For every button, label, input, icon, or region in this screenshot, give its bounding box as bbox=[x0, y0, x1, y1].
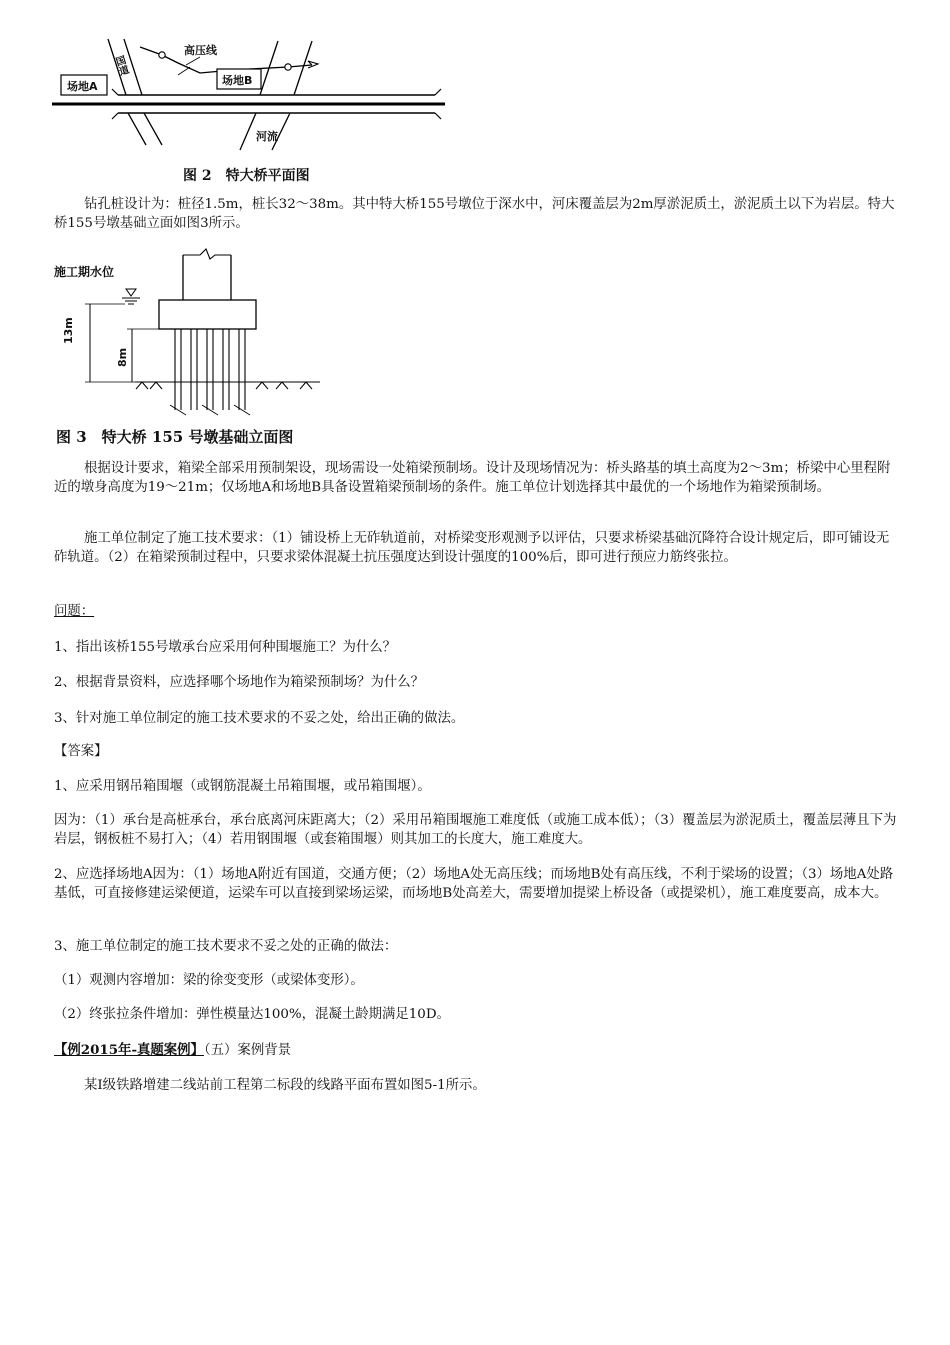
answer-3-item-2: （2）终张拉条件增加：弹性模量达100%，混凝土龄期满足10D。 bbox=[54, 1007, 450, 1022]
answer-heading: 【答案】 bbox=[54, 744, 108, 759]
question-1: 1、指出该桥155号墩承台应采用何种围堰施工？为什么？ bbox=[54, 640, 397, 655]
answer-1-reason: 因为：（1）承台是高桩承台，承台底离河床距离大；（2）采用吊箱围堰施工难度低（或施工成本低）；（3）覆盖层为淤泥质土，覆盖层薄且下为岩层，钢板桩不易打入；（4）若用钢围堰（或套箱围堰）则其加工的长度大，施工难度大。 bbox=[54, 813, 897, 847]
example-tag: 【例2015年-真题案例】 bbox=[54, 1042, 204, 1058]
example-title: （五）案例背景 bbox=[203, 1043, 291, 1058]
site-b-label: 场地B bbox=[222, 74, 253, 87]
site-a-label: 场地A bbox=[67, 80, 98, 93]
paragraph-technical-requirements: 施工单位制定了施工技术要求：（1）铺设桥上无砟轨道前，对桥梁变形观测予以评估，只要求桥梁基础沉降符合设计规定后，即可铺设无砟轨道。（2）在箱梁预制过程中，只要求梁体混凝土抗压强度达到设计强度的100%后，即可进行预应力筋终张拉。 bbox=[54, 531, 890, 565]
road-label: 国道 bbox=[112, 54, 129, 78]
river-label: 河流 bbox=[256, 130, 278, 143]
question-3: 3、针对施工单位制定的施工技术要求的不妥之处，给出正确的做法。 bbox=[54, 711, 465, 726]
figure-2-caption: 图 2 特大桥平面图 bbox=[183, 168, 310, 184]
answer-3-item-1: （1）观测内容增加：梁的徐变变形（或梁体变形）。 bbox=[54, 973, 364, 988]
dimension-13m-label: 13m bbox=[62, 317, 75, 344]
answer-1: 1、应采用钢吊箱围堰（或钢筋混凝土吊箱围堰，或吊箱围堰）。 bbox=[54, 779, 431, 794]
question-2: 2、根据背景资料，应选择哪个场地作为箱梁预制场？为什么？ bbox=[54, 675, 425, 690]
answer-3: 3、施工单位制定的施工技术要求不妥之处的正确的做法： bbox=[54, 939, 398, 954]
figure-2-bridge-plan bbox=[50, 35, 450, 155]
example-heading bbox=[54, 1041, 900, 1060]
figure-3-caption: 图 3 特大桥 155 号墩基础立面图 bbox=[56, 428, 294, 446]
paragraph-pile-design: 钻孔桩设计为：桩径1.5m，桩长32～38m。其中特大桥155号墩位于深水中，河床覆盖层为2m厚淤泥质土，淤泥质土以下为岩层。特大桥155号墩基础立面如图3所示。 bbox=[54, 197, 895, 231]
water-level-label: 施工期水位 bbox=[54, 265, 115, 279]
questions-heading: 问题： bbox=[54, 604, 95, 619]
paragraph-design-requirements: 根据设计要求，箱梁全部采用预制架设，现场需设一处箱梁预制场。设计及现场情况为：桥头路基的填土高度为2～3m；桥梁中心里程附近的墩身高度为19～21m；仅场地A和场地B具备设置箱梁预制场的条件。施工单位计划选择其中最优的一个场地作为箱梁预制场。 bbox=[54, 461, 891, 495]
answer-2: 2、应选择场地A因为：（1）场地A附近有国道，交通方便；（2）场地A处无高压线；而场地B处有高压线，不利于梁场的设置；（3）场地A处路基低，可直接修建运梁便道，运梁车可以直接到梁场运梁，而场地B处高差大，需要增加提梁上桥设备（或提梁机），施工难度要高，成本大。 bbox=[54, 867, 894, 901]
dimension-8m-label: 8m bbox=[116, 347, 129, 367]
paragraph-case-background: 某Ⅰ级铁路增建二线站前工程第二标段的线路平面布置如图5-1所示。 bbox=[84, 1078, 486, 1093]
powerline-label: 高压线 bbox=[184, 44, 217, 57]
